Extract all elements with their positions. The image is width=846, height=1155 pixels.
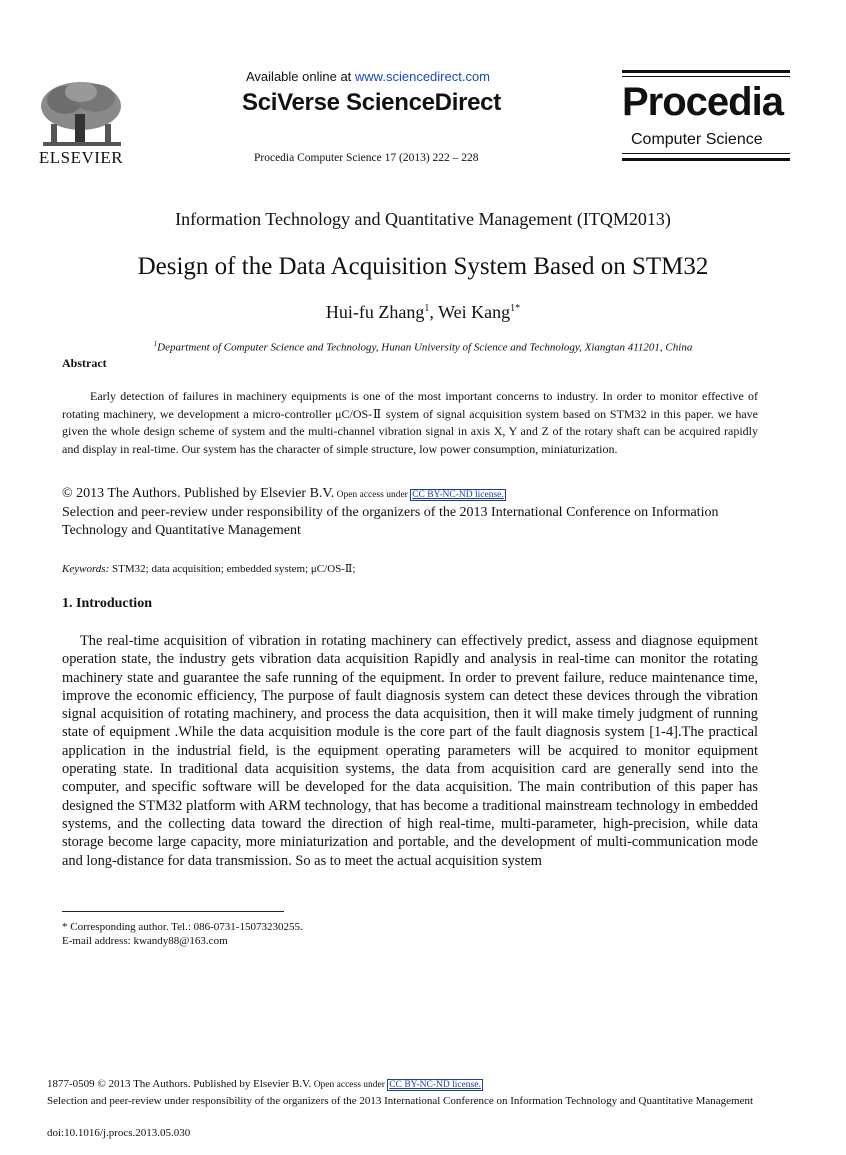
author-separator: ,: [429, 302, 439, 322]
sciencedirect-link[interactable]: www.sciencedirect.com: [354, 69, 491, 84]
brand-rule-bottom-thin: [622, 153, 790, 154]
author-name: Hui-fu Zhang: [325, 302, 425, 322]
keywords: [62, 562, 355, 575]
affiliation-mark: 1: [153, 340, 158, 348]
corresponding-author-note: * Corresponding author. Tel.: 086-0731-15073230255.: [62, 921, 303, 933]
abstract-text: Early detection of failures in machinery equipments is one of the most important concerns to industry. In order to monitor effective of rotating machinery, we development a micro-controller μC/OS-Ⅱ system of signal acquisition system based on STM32 in this paper. we have given the whole design scheme of system and the multi-channel vibration signal in axis X, Y and Z of the rotary shaft can be acquired rapidly and display in real-time. Our system has the character of simple structure, low power consumption, miniaturization.: [62, 389, 758, 456]
journal-reference: Procedia Computer Science 17 (2013) 222 – 228: [254, 152, 479, 164]
procedia-wordmark: Procedia: [622, 80, 783, 124]
section-heading: 1. Introduction: [62, 596, 152, 611]
affiliation: [0, 340, 846, 354]
open-access-text: Open access under: [334, 490, 411, 500]
abstract-heading: Abstract: [62, 356, 107, 370]
author-affiliation-mark: 1*: [510, 303, 521, 314]
footnote-rule: [62, 911, 284, 912]
copyright-line: [62, 486, 506, 502]
platform-wordmark: SciVerse ScienceDirect: [242, 89, 501, 116]
available-prefix: Available online at: [246, 69, 355, 84]
footer-copyright: [47, 1078, 483, 1090]
copyright-text: © 2013 The Authors. Published by Elsevier B.V.: [62, 486, 335, 501]
footer-license-link[interactable]: CC BY-NC-ND license.: [389, 1080, 481, 1090]
email-note: E-mail address: kwandy88@163.com: [62, 935, 228, 947]
keywords-label: Keywords:: [62, 563, 110, 575]
license-link[interactable]: CC BY-NC-ND license.: [412, 490, 504, 500]
available-online-text: [246, 69, 490, 84]
author-list: [0, 302, 846, 323]
peer-review-statement: Selection and peer-review under responsibility of the organizers of the 2013 International Conference on Information Technology and Quantitative Management: [62, 505, 719, 538]
footer-copyright-text: 1877-0509 © 2013 The Authors. Published by Elsevier B.V.: [47, 1078, 312, 1090]
paper-title: Design of the Data Acquisition System Based on STM32: [137, 253, 709, 280]
brand-rule-bottom: [622, 158, 790, 161]
footer-open-access-text: Open access under: [311, 1080, 388, 1090]
keywords-text: STM32; data acquisition; embedded system; μC/OS-Ⅱ;: [109, 563, 356, 575]
brand-rule-top-thin: [622, 76, 790, 77]
footer-peer-review: Selection and peer-review under responsibility of the organizers of the 2013 International Conference on Information Technology and Quantitative Management: [47, 1095, 754, 1107]
doi[interactable]: doi:10.1016/j.procs.2013.05.030: [47, 1127, 191, 1139]
author-affiliation-mark: 1: [424, 303, 430, 314]
affiliation-text: Department of Computer Science and Technology, Hunan University of Science and Technology, Xiangtan 411201, China: [157, 341, 693, 354]
conference-name: Information Technology and Quantitative Management (ITQM2013): [175, 209, 671, 229]
brand-rule-top: [622, 70, 790, 73]
author-name: Wei Kang: [438, 302, 511, 322]
publisher-wordmark: ELSEVIER: [38, 148, 124, 167]
introduction-text: The real-time acquisition of vibration in rotating machinery can effectively predict, assess and diagnose equipment operation state, the industry gets vibration data acquisition Rapidly and analysis in real-time can monitor the rotating machinery state and guarantee the safe running of the equipment. In order to prevent failure, reduce maintenance time, improve the economic efficiency, The purpose of fault diagnosis system can detect these devices through the vibration signal acquisition of rotating machinery, and process the data acquisition, then it will make timely judgment of running state of equipment .While the data acquisition module is the core part of the fault diagnosis system [1-4].The practical application in the industrial field, is the equipment operating parameters will be acquired to monitor equipment operating state. In traditional data acquisition systems, the data from acquisition card are generally send into the computer, and specific software will be developed for the data acquisition. The main contribution of this paper has designed the STM32 platform with ARM technology, that has become a traditional mainstream technology in embedded systems, and the collecting data toward the direction of high real-time, multi-parameter, high-precision, while data storage become large capacity, more miniaturization and portable, and the development of multi-communication mode and long-distance for data transmission. So as to meet the actual acquisition system: [62, 633, 758, 869]
journal-subtitle: Computer Science: [631, 131, 763, 148]
